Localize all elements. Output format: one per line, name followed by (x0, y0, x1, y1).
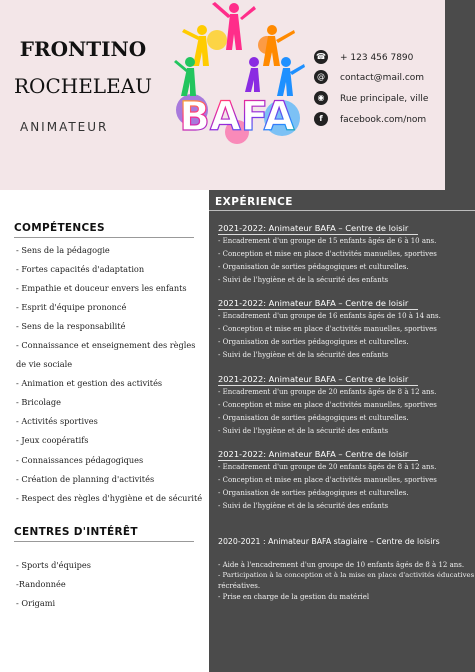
interest-item: - Sports d'équipes (16, 560, 91, 570)
at-icon: @ (314, 70, 328, 84)
header-dark-strip (445, 0, 475, 190)
skill-item: - Jeux coopératifs (16, 435, 89, 445)
job-line: - Suivi de l'hygiène et de la sécurité des enfants (218, 502, 389, 510)
bafa-logo (162, 0, 312, 148)
skill-item: de vie sociale (16, 359, 73, 369)
skill-item: - Connaissance et enseignement des règles (16, 340, 196, 350)
job-line: - Conception et mise en place d'activités manuelles, sportives (218, 250, 437, 258)
location-icon: ◉ (314, 91, 328, 105)
skill-item: - Sens de la pédagogie (16, 245, 110, 255)
job-line: - Suivi de l'hygiène et de la sécurité des enfants (218, 427, 389, 435)
skill-item: - Fortes capacités d'adaptation (16, 264, 145, 274)
interest-item: -Randonnée (16, 579, 66, 589)
skill-item: - Sens de la responsabilité (16, 321, 126, 331)
job-line: récréatives. (218, 582, 261, 590)
first-name: FRONTINO (19, 37, 147, 61)
job-line: - Encadrement d'un groupe de 16 enfants âgés de 10 à 14 ans. (218, 312, 441, 320)
skill-item: - Connaissances pédagogiques (16, 455, 144, 465)
skill-item: - Bricolage (16, 397, 62, 407)
interests-title: CENTRES D'INTÉRÊT (14, 526, 138, 538)
bafa-logo-text: BAFA (179, 94, 295, 140)
job-heading-underline (218, 385, 418, 386)
job-line: - Conception et mise en place d'activités manuelles, sportives (218, 476, 437, 484)
job-line: - Aide à l'encadrement d'un groupe de 10 enfants âgés de 8 à 12 ans. (218, 561, 465, 569)
job-heading-underline (218, 234, 418, 235)
job-line: - Participation à la conception et à la mise en place d'activités éducatives (218, 571, 475, 579)
experience-title: EXPÉRIENCE (215, 196, 293, 208)
job-heading: 2021-2022: Animateur BAFA – Centre de loisir (218, 298, 409, 308)
skill-item: - Respect des règles d'hygiène et de sécurité (16, 493, 203, 503)
job-line: - Suivi de l'hygiène et de la sécurité des enfants (218, 276, 389, 284)
whatsapp-icon: ☎ (314, 50, 328, 64)
job-line: - Conception et mise en place d'activités manuelles, sportives (218, 401, 437, 409)
job-heading-underline (218, 460, 418, 461)
job-heading: 2021-2022: Animateur BAFA – Centre de loisir (218, 374, 409, 384)
job-line: - Conception et mise en place d'activités manuelles, sportives (218, 325, 437, 333)
job-heading-underline (218, 309, 418, 310)
job-line: - Encadrement d'un groupe de 15 enfants âgés de 6 à 10 ans. (218, 237, 437, 245)
job-line: - Organisation de sorties pédagogiques et culturelles. (218, 263, 409, 271)
job-heading: 2021-2022: Animateur BAFA – Centre de loisir (218, 449, 409, 459)
skill-item: - Animation et gestion des activités (16, 378, 163, 388)
job-line: - Organisation de sorties pédagogiques et culturelles. (218, 489, 409, 497)
experience-divider (209, 210, 475, 211)
skill-item: - Activités sportives (16, 416, 98, 426)
job-heading: 2021-2022: Animateur BAFA – Centre de loisir (218, 223, 409, 233)
job-line: - Encadrement d'un groupe de 20 enfants âgés de 8 à 12 ans. (218, 463, 437, 471)
job-line: - Encadrement d'un groupe de 20 enfants âgés de 8 à 12 ans. (218, 388, 437, 396)
job-line: - Organisation de sorties pédagogiques et culturelles. (218, 414, 409, 422)
interests-divider (14, 541, 194, 542)
skill-item: - Empathie et douceur envers les enfants (16, 283, 187, 293)
skill-item: - Création de planning d'activités (16, 474, 155, 484)
skills-title: COMPÉTENCES (14, 222, 105, 234)
job-line: - Prise en charge de la gestion du matériel (218, 593, 370, 601)
job-role: ANIMATEUR (20, 120, 109, 134)
job-line: - Organisation de sorties pédagogiques et culturelles. (218, 338, 409, 346)
skills-divider (14, 237, 194, 238)
job-heading: 2020-2021 : Animateur BAFA stagiaire – Centre de loisirs (218, 537, 440, 546)
last-name: ROCHELEAU (14, 74, 152, 98)
skill-item: - Esprit d'équipe prononcé (16, 302, 127, 312)
facebook-icon: f (314, 112, 328, 126)
job-line: - Suivi de l'hygiène et de la sécurité des enfants (218, 351, 389, 359)
interest-item: - Origami (16, 598, 56, 608)
